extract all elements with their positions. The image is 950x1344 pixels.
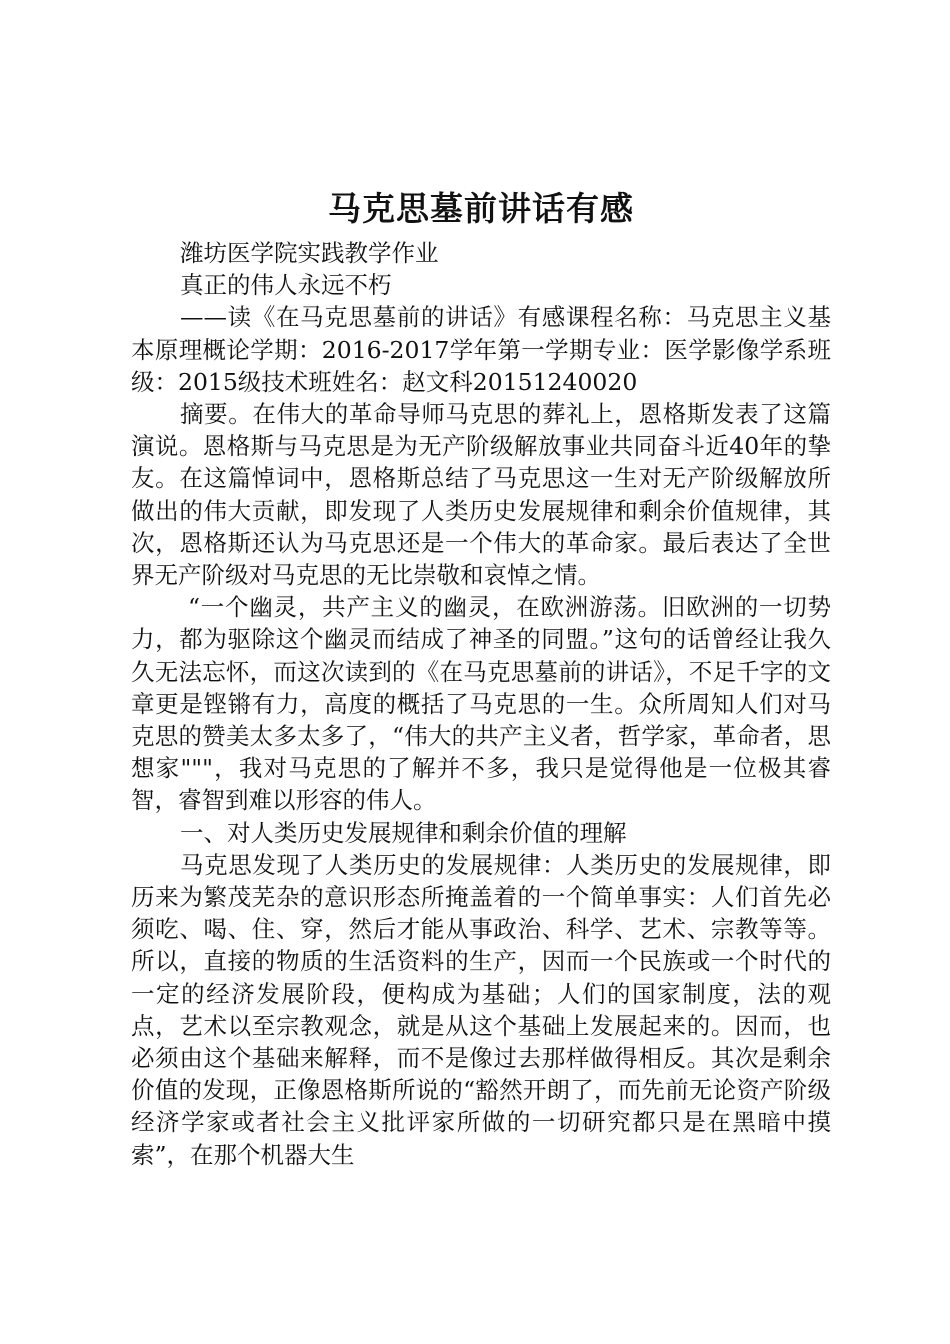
paragraph-school: 潍坊医学院实践教学作业 xyxy=(180,239,439,267)
paragraph-subtitle: 真正的伟人永远不朽 xyxy=(180,271,392,300)
paragraph-course-info: ——读《在马克思墓前的讲话》有感课程名称：马克思主义基本原理概论学期：2016-2017学年第一学期专业：医学影像学系班级：2015级技术班姓名：赵文科20151240020 xyxy=(131,303,831,396)
paragraph-abstract: 摘要。在伟大的革命导师马克思的葬礼上，恩格斯发表了这篇演说。恩格斯与马克思是为无产阶级解放事业共同奋斗近40年的挚友。在这篇悼词中，恩格斯总结了马克思这一生对无产阶级解放所做出的伟大贡献，即发现了人类历史发展规律和剩余价值规律，其次，恩格斯还认为马克思还是一个伟大的革命家。最后表达了全世界无产阶级对马克思的无比崇敬和哀悼之情。 xyxy=(131,400,831,590)
paragraph-section-1-body: 马克思发现了人类历史的发展规律：人类历史的发展规律，即历来为繁茂芜杂的意识形态所掩盖着的一个简单事实：人们首先必须吃、喝、住、穿，然后才能从事政治、科学、艺术、宗教等等。所以，直接的物质的生活资料的生产，因而一个民族或一个时代的一定的经济发展阶段，便构成为基础；人们的国家制度，法的观点，艺术以至宗教观念，就是从这个基础上发展起来的。因而，也必须由这个基础来解释，而不是像过去那样做得相反。其次是剩余价值的发现，正像恩格斯所说的“豁然开朗了，而先前无论资产阶级经济学家或者社会主义批评家所做的一切研究都只是在黑暗中摸索”，在那个机器大生 xyxy=(131,850,831,1169)
document-title: 马克思墓前讲话有感 xyxy=(328,189,634,228)
section-heading-1: 一、对人类历史发展规律和剩余价值的理解 xyxy=(180,818,627,847)
paragraph-quote: “一个幽灵，共产主义的幽灵，在欧洲游荡。旧欧洲的一切势力，都为驱除这个幽灵而结成了神圣的同盟。”这句的话曾经让我久久无法忘怀，而这次读到的《在马克思墓前的讲话》，不足千字的文章更是铿锵有力，高度的概括了马克思的一生。众所周知人们对马克思的赞美太多太多了，“伟大的共产主义者，哲学家，革命者，思想家"""，我对马克思的了解并不多，我只是觉得他是一位极其睿智，睿智到难以形容的伟人。 xyxy=(131,593,831,815)
document-body xyxy=(131,183,831,1171)
